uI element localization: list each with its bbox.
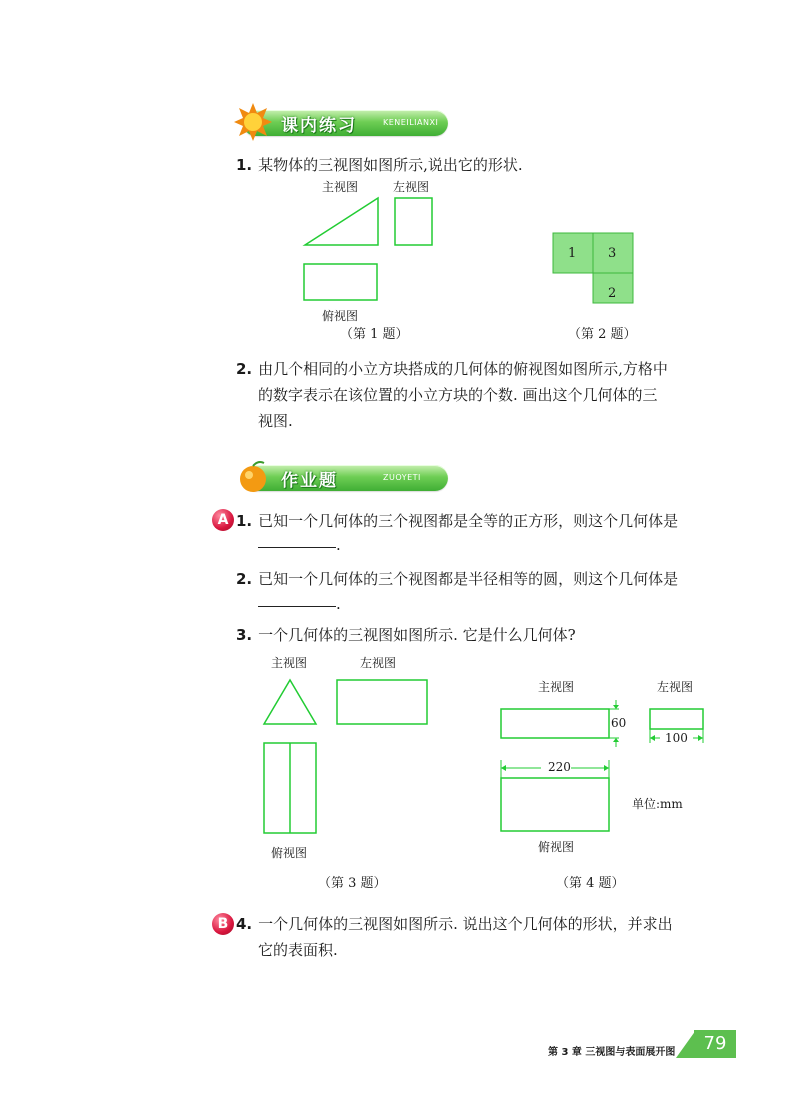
- section-subtitle: KENEILIANXI: [383, 118, 439, 127]
- section-title: 课内练习: [281, 116, 357, 136]
- level-b-badge: B: [212, 913, 234, 935]
- fig1-caption: （第 1 题）: [340, 327, 409, 342]
- fig3-left-label: 左视图: [360, 656, 397, 670]
- fig3-front-label: 主视图: [271, 656, 308, 670]
- fig1-front-view-triangle: [305, 198, 378, 245]
- sun-icon: [233, 102, 273, 142]
- fig4-left-view-rect: [650, 709, 703, 729]
- fig2-cell-2: 3: [608, 246, 617, 261]
- fig3-left-view-rect: [337, 680, 427, 724]
- fig3-front-view-triangle: [264, 680, 316, 724]
- homework-4: 4. 一个几何体的三视图如图所示. 说出这个几何体的形状，并求出: [236, 915, 673, 933]
- fig4-caption: （第 4 题）: [556, 876, 625, 891]
- exercise-1: 1. 某物体的三视图如图所示,说出它的形状.: [236, 156, 523, 174]
- fig4-front-view-rect: [501, 709, 609, 738]
- exercise-2: 2. 由几个相同的小立方块搭成的几何体的俯视图如图所示,方格中: [236, 360, 668, 378]
- homework-4-line2: 它的表面积.: [258, 941, 338, 959]
- fig4-unit: 单位:mm: [632, 797, 683, 811]
- section-banner-practice: [243, 110, 448, 136]
- answer-blank-2[interactable]: [258, 606, 336, 607]
- orange-fruit-icon: [236, 460, 270, 494]
- homework-2-end: .: [336, 595, 341, 613]
- page-number: 79: [694, 1030, 736, 1058]
- section-title: 作业题: [281, 471, 338, 491]
- homework-1-end: .: [336, 536, 341, 554]
- fig4-dim-height: 60: [611, 716, 627, 730]
- section-banner-homework: [243, 465, 448, 491]
- fig4-dim-length: 220: [548, 760, 571, 774]
- fig1-left-view-rect: [395, 198, 432, 245]
- fig3-top-label: 俯视图: [271, 846, 308, 860]
- footer-chapter: 第 3 章 三视图与表面展开图: [548, 1047, 676, 1058]
- fig1-three-views: [300, 190, 450, 310]
- fig1-front-label: 主视图: [322, 180, 359, 194]
- fig4-top-label: 俯视图: [538, 840, 575, 854]
- page-tab-corner: [676, 1030, 696, 1058]
- fig4-front-label: 主视图: [538, 680, 575, 694]
- fig1-top-view-rect: [304, 264, 377, 300]
- fig2-caption: （第 2 题）: [568, 327, 637, 342]
- exercise-2-line3: 视图.: [258, 412, 293, 430]
- fig4-three-views: [497, 700, 717, 845]
- answer-blank-1[interactable]: [258, 547, 336, 548]
- homework-3: 3. 一个几何体的三视图如图所示. 它是什么几何体?: [236, 626, 576, 644]
- fig3-three-views: [260, 672, 440, 842]
- homework-1: 1. 已知一个几何体的三个视图都是全等的正方形，则这个几何体是: [236, 512, 679, 530]
- fig3-caption: （第 3 题）: [318, 876, 387, 891]
- fig1-left-label: 左视图: [393, 180, 430, 194]
- exercise-2-line2: 的数字表示在该位置的小立方块的个数. 画出这个几何体的三: [258, 386, 658, 404]
- section-subtitle: ZUOYETI: [383, 473, 421, 482]
- fig4-left-label: 左视图: [657, 680, 694, 694]
- fig2-cell-3: 2: [608, 286, 617, 301]
- fig2-cell-1: 1: [568, 246, 577, 261]
- fig2-top-view-grid: [552, 232, 642, 312]
- fig1-top-label: 俯视图: [322, 309, 359, 323]
- level-a-badge: A: [212, 509, 234, 531]
- fig4-dim-width: 100: [665, 731, 688, 745]
- fig4-top-view-rect: [501, 778, 609, 831]
- homework-2: 2. 已知一个几何体的三个视图都是半径相等的圆，则这个几何体是: [236, 570, 679, 588]
